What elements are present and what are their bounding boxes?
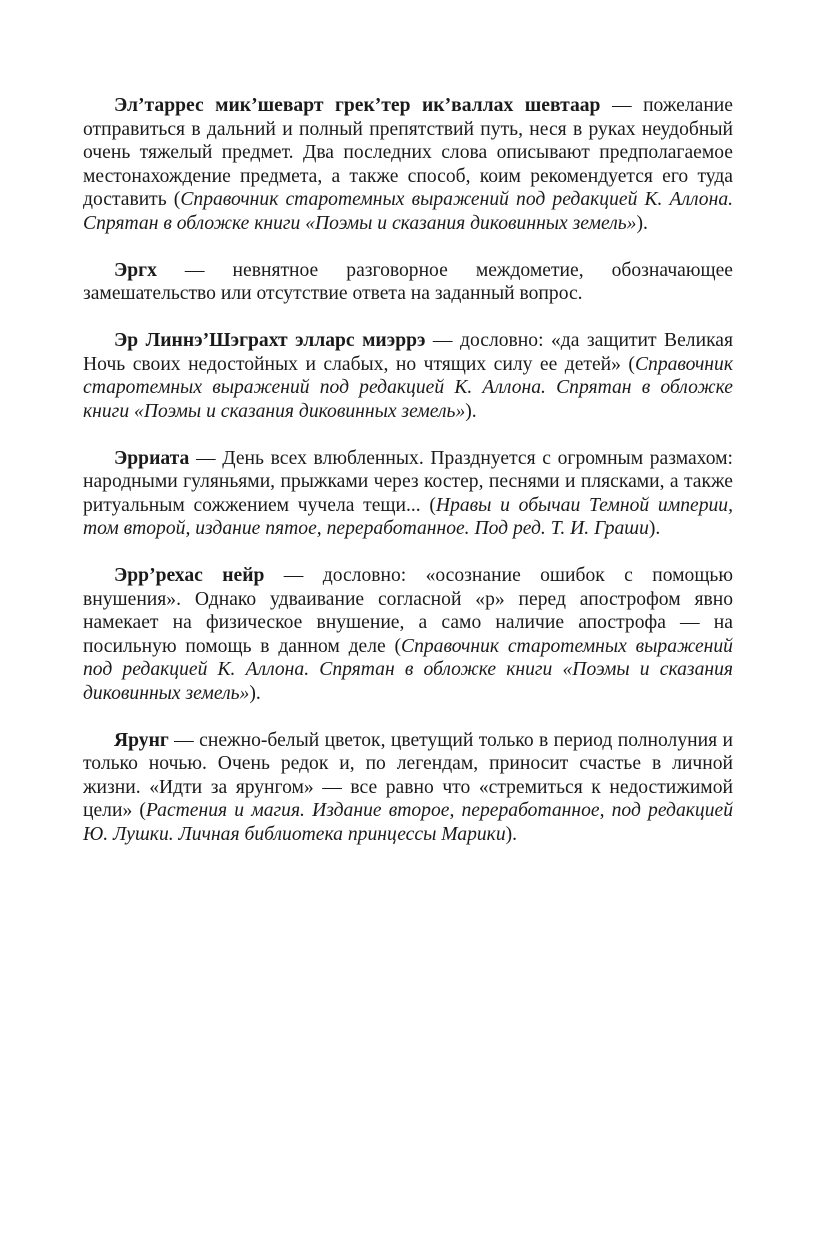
entry-tail: ).: [465, 400, 477, 422]
glossary-entry: [83, 729, 733, 847]
entry-term: Эр Линнэ’Шэграхт элларс миэррэ: [114, 330, 426, 351]
entry-source: Растения и магия. Издание второе, переработанное, под редакцией Ю. Лушки. Личная библиотека принцессы Марики: [83, 800, 733, 845]
entry-term: Ярунг: [114, 729, 169, 751]
entry-tail: ).: [505, 823, 518, 845]
entry-source: Справочник старотемных выражений под редакцией К. Аллона. Спрятан в обложке книги «Поэмы и сказания диковинных земель»: [83, 189, 734, 234]
entry-term: Эрриата: [114, 447, 190, 469]
entry-definition: — пожелание отправиться в дальний и полный препятствий путь, неся в руках неудобный очень тяжелый предмет. Два последних слова описывают предполагаемое местонахождение предмета, а также способ, коим рекомендуется его туда доставить (: [83, 95, 733, 210]
entry-definition: — День всех влюбленных. Празднуется с огромным размахом: народными гуляньями, прыжками через костер, песнями и плясками, а также ритуальным сожжением чучела тещи... (: [83, 447, 733, 516]
glossary-entry: [83, 259, 733, 306]
glossary-entry: [83, 447, 733, 541]
entry-term: Эл’таррес мик’шеварт грек’тер ик’валлах шевтаар: [114, 95, 601, 116]
glossary-entry: [83, 329, 733, 423]
entry-source: Нравы и обычаи Темной империи, том второй, издание пятое, переработанное. Под ред. Т. И. Граши: [83, 494, 733, 539]
glossary-entry: [83, 94, 733, 235]
entry-tail: ).: [249, 682, 261, 704]
glossary-page: [83, 94, 733, 870]
entry-term: Эргх: [114, 259, 157, 281]
entry-source: Справочник старотемных выражений под редакцией К. Аллона. Спрятан в обложке книги «Поэмы и сказания диковинных земель»: [83, 353, 733, 422]
entry-definition: — снежно-белый цветок, цветущий только в период полнолуния и только ночью. Очень редок и, по легендам, приносит счастье в личной жизни. «Идти за ярунгом» — все равно что «стремиться к недостижимой цели» (: [83, 729, 733, 821]
entry-definition: — дословно: «да защитит Великая Ночь своих недостойных и слабых, но чтящих силу ее детей» (: [83, 330, 733, 375]
entry-definition: — дословно: «осознание ошибок с помощью внушения». Однако удваивание согласной «р» перед апострофом явно намекает на физическое внушение, а само наличие апострофа — на посильную помощь в данном деле (: [83, 565, 733, 657]
entry-tail: ).: [636, 212, 648, 234]
entry-definition: — невнятное разговорное междометие, обозначающее замешательство или отсутствие ответа на заданный вопрос.: [83, 259, 733, 304]
entry-term: Эрр’рехас нейр: [114, 565, 265, 586]
glossary-entry: [83, 564, 733, 705]
entry-tail: ).: [648, 518, 661, 539]
entry-source: Справочник старотемных выражений под редакцией К. Аллона. Спрятан в обложке книги «Поэмы и сказания диковинных земель»: [83, 635, 733, 704]
